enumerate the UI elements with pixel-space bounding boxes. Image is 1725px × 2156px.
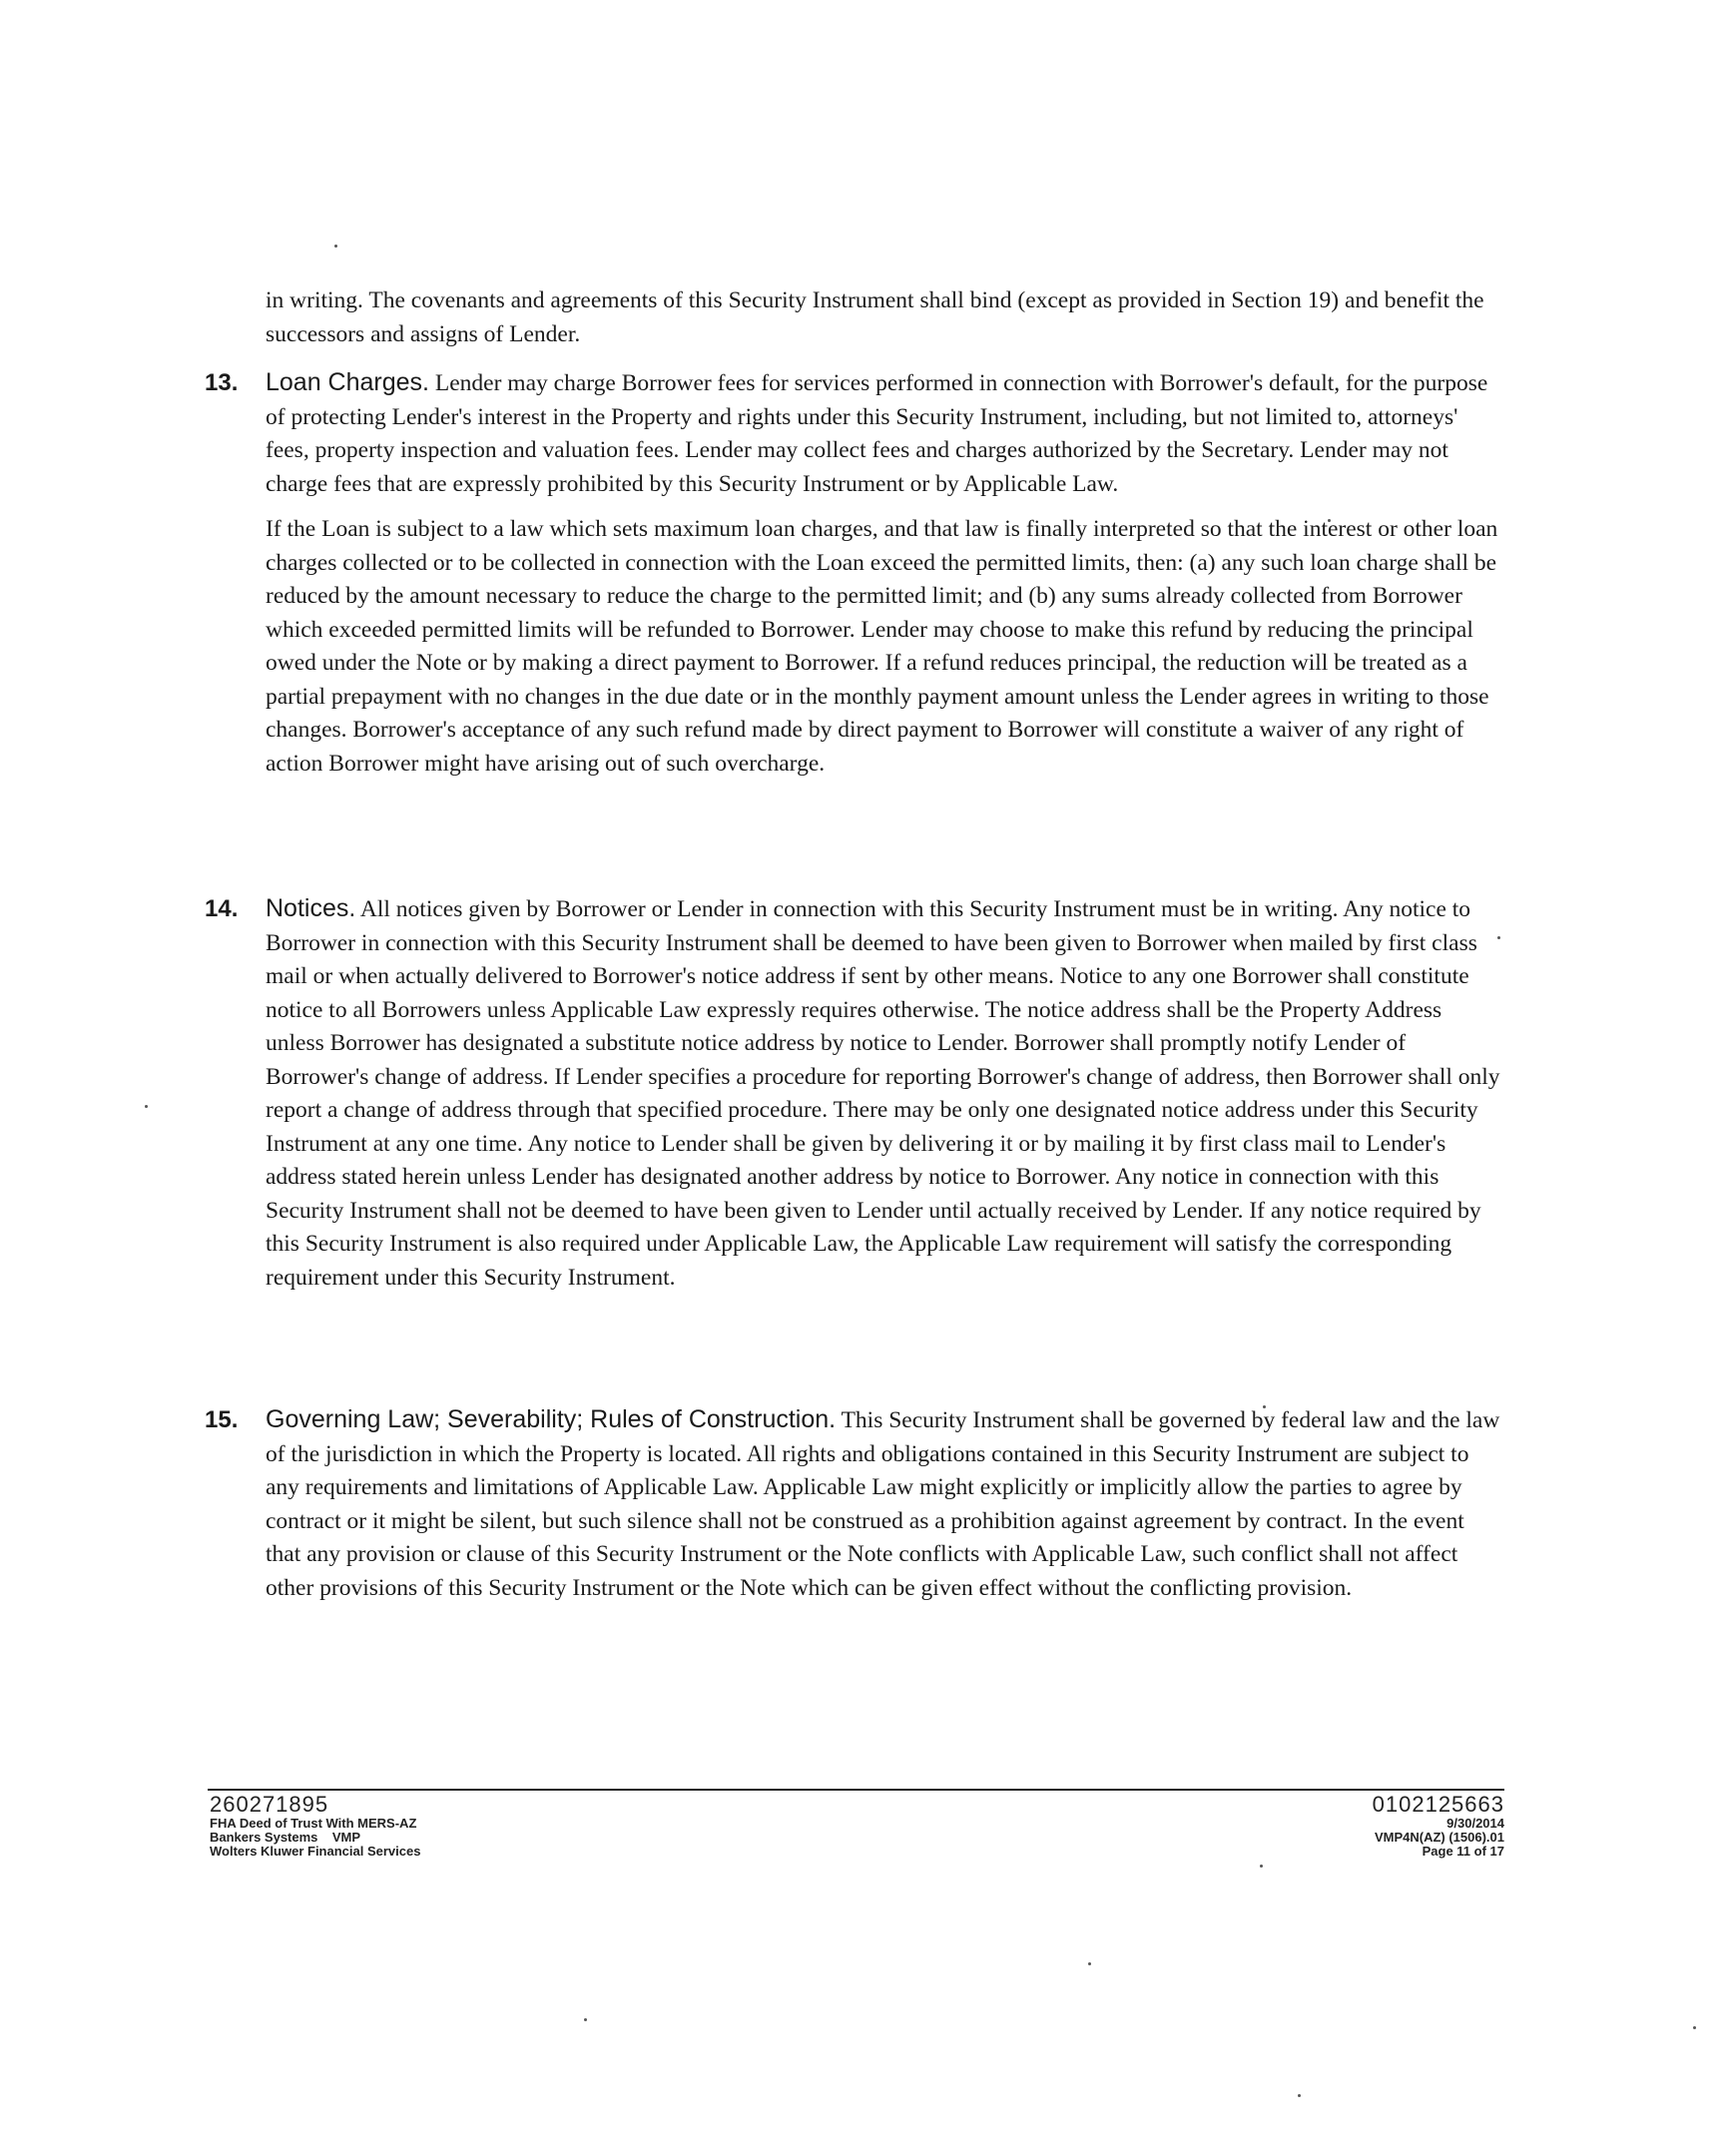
section-heading: Loan Charges. [266, 368, 430, 396]
scan-speck [334, 245, 337, 248]
section-paragraph [266, 892, 1503, 1295]
footer-loan-number: 260271895 [210, 1792, 329, 1817]
section-text: Lender may charge Borrower fees for services performed in connection with Borrower's default, for the purpose of protecting Lender's interest in the Property and rights under this Security Instrument, including, but not limited to, attorneys' fees, property inspection and valuation fees. Lender may collect fees and charges authorized by the Secretary. Lender may not charge fees that are expressly prohibited by this Security Instrument or by Applicable Law. [266, 370, 1488, 497]
section-text: All notices given by Borrower or Lender in connection with this Security Instrument must be in writing. Any notice to Borrower in connection with this Security Instrument shall be deemed to have been given to Borrower when mailed by first class mail or when actually delivered to Borrower's notice address if sent by other means. Notice to any one Borrower shall constitute notice to all Borrowers unless Applicable Law expressly requires otherwise. The notice address shall be the Property Address unless Borrower has designated a substitute notice address by notice to Lender. Borrower shall promptly notify Lender of Borrower's change of address. If Lender specifies a procedure for reporting Borrower's change of address, then Borrower shall only report a change of address through that specified procedure. There may be only one designated notice address under this Security Instrument at any one time. Any notice to Lender shall be given by delivering it or by mailing it by first class mail to Lender's address stated herein unless Lender has designated another address by notice to Borrower. Any notice in connection with this Security Instrument shall not be deemed to have been given to Lender until actually received by Lender. If any notice required by this Security Instrument is also required under Applicable Law, the Applicable Law requirement will satisfy the corresponding requirement under this Security Instrument. [266, 896, 1500, 1291]
footer-form-title: FHA Deed of Trust With MERS-AZ [210, 1816, 417, 1831]
footer-reference-number: 0102125663 [1372, 1792, 1504, 1817]
section-governing-law [205, 1403, 1503, 1605]
footer-page-number: Page 11 of 17 [1422, 1844, 1504, 1859]
section-notices [205, 892, 1503, 1295]
scan-speck [145, 1105, 148, 1108]
footer-publisher: Wolters Kluwer Financial Services [210, 1844, 421, 1859]
section-paragraph: If the Loan is subject to a law which sets maximum loan charges, and that law is finally interpreted so that the interest or other loan charges collected or to be collected in connection with the Loan exceed the permitted limits, then: (a) any such loan charge shall be reduced by the amount necessary to reduce the charge to the permitted limit; and (b) any sums already collected from Borrower which exceeded permitted limits will be refunded to Borrower. Lender may choose to make this refund by reducing the principal owed under the Note or by making a direct payment to Borrower. If a refund reduces principal, the reduction will be treated as a partial prepayment with no changes in the due date or in the monthly payment amount unless the Lender agrees in writing to those changes. Borrower's acceptance of any such refund made by direct payment to Borrower will constitute a waiver of any right of action Borrower might have arising out of such overcharge. [266, 516, 1498, 777]
section-number: 14. [205, 895, 239, 922]
footer-right [1373, 1793, 1504, 1859]
scan-speck [1298, 2094, 1301, 2097]
footer-date: 9/30/2014 [1446, 1816, 1504, 1831]
scan-speck [1088, 1962, 1091, 1965]
section-paragraph [266, 366, 1503, 501]
section-loan-charges [205, 366, 1503, 781]
scan-speck [584, 2018, 587, 2021]
scan-speck [1260, 1865, 1263, 1868]
section-paragraph [266, 1403, 1503, 1605]
footer-form-code: VMP4N(AZ) (1506).01 [1374, 1830, 1504, 1845]
section-number: 15. [205, 1406, 239, 1433]
footer-divider [208, 1789, 1504, 1791]
section-number: 13. [205, 369, 239, 396]
intro-paragraph: in writing. The covenants and agreements of this Security Instrument shall bind (except as provided in Section 19) and benefit the successors and assigns of Lender. [266, 287, 1484, 347]
footer-left [210, 1793, 420, 1859]
section-text: This Security Instrument shall be governed by federal law and the law of the jurisdiction in which the Property is located. All rights and obligations contained in this Security Instrument are subject to any requirements and limitations of Applicable Law. Applicable Law might explicitly or implicitly allow the parties to agree by contract or it might be silent, but such silence shall not be construed as a prohibition against agreement by contract. In the event that any provision or clause of this Security Instrument or the Note conflicts with Applicable Law, such conflict shall not affect other provisions of this Security Instrument or the Note which can be given effect without the conflicting provision. [266, 1407, 1500, 1601]
footer-vendor: Bankers Systems VMP [210, 1830, 361, 1845]
section-heading: Notices. [266, 894, 356, 922]
section-heading: Governing Law; Severability; Rules of Construction. [266, 1405, 837, 1433]
scan-speck [1693, 2026, 1696, 2029]
